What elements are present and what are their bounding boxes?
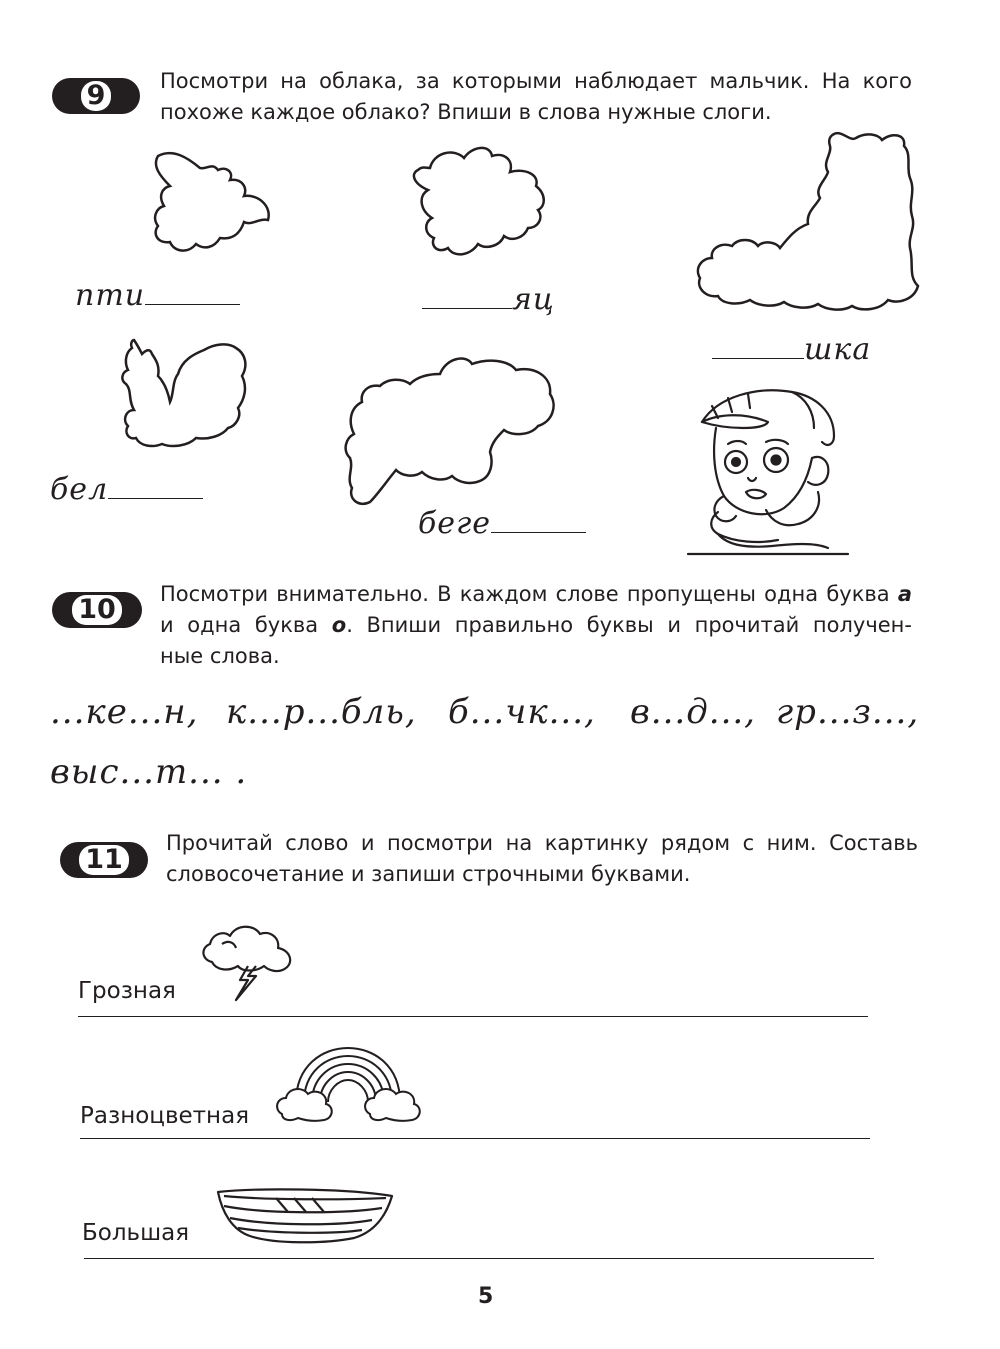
- word-cat: [712, 332, 871, 367]
- task-10-line-1: [160, 579, 912, 610]
- task-9-badge: [52, 78, 140, 114]
- task-11-badge: [60, 842, 148, 878]
- task-11-instruction: [166, 828, 918, 890]
- task-10-line-2-text: и одна буква: [160, 613, 332, 637]
- cat-cloud-icon: [692, 128, 922, 313]
- word-hare-blank[interactable]: [422, 308, 512, 309]
- word-hippo: [418, 506, 586, 541]
- t10-word-3[interactable]: б...чк...,: [448, 692, 596, 732]
- task-9-line-1: Посмотри на облака, за которыми наблюдает мальчик. На кого: [160, 69, 912, 93]
- word-squirrel-start: бел: [50, 472, 109, 507]
- word-squirrel-blank[interactable]: [108, 498, 203, 499]
- squirrel-cloud-icon: [112, 336, 254, 456]
- task-10-number: 10: [72, 595, 122, 625]
- word-bird-blank[interactable]: [145, 304, 240, 305]
- hippo-cloud-icon: [340, 352, 562, 512]
- word-hare: [422, 282, 555, 317]
- boy-thinking-icon: [688, 382, 848, 557]
- write-line-1[interactable]: [78, 1016, 868, 1017]
- task-11-line-2: словосочетание и запиши строчными буквами.: [166, 862, 691, 886]
- t10-word-1[interactable]: ...ке...н,: [50, 692, 199, 732]
- rainbow-icon: [274, 1044, 422, 1122]
- task-10-line-1-text: Посмотри внимательно. В каждом слове пропущены одна буква: [160, 582, 898, 606]
- boat-icon: [214, 1186, 396, 1246]
- word-cat-blank[interactable]: [712, 358, 804, 359]
- word-hippo-start: беге: [418, 506, 491, 541]
- task-11-line-1: Прочитай слово и посмотри на картинку рядом с ним. Составь: [166, 831, 918, 855]
- word-cat-end: шка: [804, 332, 872, 367]
- letter-o: о: [331, 613, 347, 637]
- task-10-line-2-rest: . Впиши правильно буквы и прочитай получен-: [346, 613, 912, 637]
- task-10-line-3: ные слова.: [160, 644, 280, 668]
- task-9-number: 9: [81, 81, 112, 111]
- letter-a: а: [897, 582, 912, 606]
- word-raznotsvetnaya: Разноцветная: [80, 1103, 250, 1129]
- task-10-line-2: [160, 610, 912, 641]
- word-bird: [75, 278, 240, 313]
- t10-word-2[interactable]: к...р...бль,: [226, 692, 417, 732]
- hare-cloud-icon: [400, 138, 565, 273]
- t10-word-5[interactable]: гр...з...,: [776, 692, 920, 732]
- t10-word-6[interactable]: выс...т... .: [50, 752, 248, 792]
- word-bolshaya: Большая: [82, 1220, 190, 1246]
- word-groznaya: Грозная: [78, 978, 176, 1004]
- write-line-3[interactable]: [84, 1258, 874, 1259]
- write-line-2[interactable]: [80, 1138, 870, 1139]
- storm-cloud-icon: [198, 922, 298, 1004]
- word-bird-start: пти: [75, 278, 146, 313]
- word-hippo-blank[interactable]: [491, 532, 586, 533]
- task-11-number: 11: [79, 845, 129, 875]
- task-10-instruction: [160, 579, 912, 672]
- task-9-instruction: [160, 66, 912, 128]
- task-10-badge: [52, 592, 142, 628]
- word-squirrel: [50, 472, 203, 507]
- task-9-line-2: похоже каждое облако? Впиши в слова нужные слоги.: [160, 100, 772, 124]
- word-hare-end: яц: [512, 282, 555, 317]
- page-number: 5: [478, 1284, 494, 1309]
- bird-cloud-icon: [148, 148, 278, 263]
- t10-word-4[interactable]: в...д...,: [630, 692, 756, 732]
